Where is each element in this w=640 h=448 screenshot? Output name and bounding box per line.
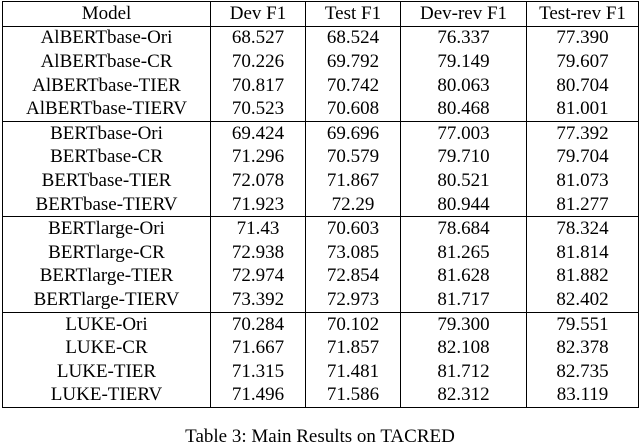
- dev-rev-f1-cell: 79.300: [401, 312, 527, 336]
- table-row: [3, 121, 639, 145]
- test-rev-f1-cell: 81.001: [527, 97, 639, 121]
- table-row: [3, 384, 639, 408]
- header-dev-f1: Dev F1: [211, 2, 306, 27]
- model-cell: BERTbase-TIERV: [3, 193, 211, 217]
- dev-f1-cell: 71.667: [211, 336, 306, 360]
- results-table: [2, 1, 639, 408]
- model-cell: BERTlarge-TIER: [3, 265, 211, 289]
- dev-rev-f1-cell: 82.108: [401, 336, 527, 360]
- table-row: [3, 265, 639, 289]
- test-f1-cell: 69.792: [306, 50, 401, 74]
- table-row: [3, 26, 639, 50]
- test-f1-cell: 72.973: [306, 288, 401, 312]
- model-cell: BERTbase-TIER: [3, 169, 211, 193]
- model-cell: BERTlarge-Ori: [3, 217, 211, 241]
- test-f1-cell: 72.29: [306, 193, 401, 217]
- table-caption: Table 3: Main Results on TACRED: [185, 426, 455, 447]
- test-f1-cell: 71.481: [306, 360, 401, 384]
- model-cell: LUKE-CR: [3, 336, 211, 360]
- model-cell: BERTlarge-TIERV: [3, 288, 211, 312]
- test-rev-f1-cell: 83.119: [527, 384, 639, 408]
- test-rev-f1-cell: 81.882: [527, 265, 639, 289]
- table-row: [3, 312, 639, 336]
- dev-rev-f1-cell: 80.468: [401, 97, 527, 121]
- table-row: [3, 97, 639, 121]
- test-f1-cell: 70.579: [306, 146, 401, 170]
- dev-rev-f1-cell: 76.337: [401, 26, 527, 50]
- dev-f1-cell: 71.315: [211, 360, 306, 384]
- dev-f1-cell: 70.226: [211, 50, 306, 74]
- dev-rev-f1-cell: 77.003: [401, 121, 527, 145]
- test-f1-cell: 73.085: [306, 241, 401, 265]
- table-row: [3, 146, 639, 170]
- dev-f1-cell: 73.392: [211, 288, 306, 312]
- dev-rev-f1-cell: 79.710: [401, 146, 527, 170]
- dev-f1-cell: 71.923: [211, 193, 306, 217]
- model-cell: AlBERTbase-CR: [3, 50, 211, 74]
- model-cell: LUKE-Ori: [3, 312, 211, 336]
- test-rev-f1-cell: 80.704: [527, 74, 639, 98]
- test-rev-f1-cell: 82.402: [527, 288, 639, 312]
- dev-rev-f1-cell: 81.265: [401, 241, 527, 265]
- header-test-rev-f1: Test-rev F1: [527, 2, 639, 27]
- test-rev-f1-cell: 81.814: [527, 241, 639, 265]
- test-f1-cell: 70.102: [306, 312, 401, 336]
- dev-rev-f1-cell: 81.717: [401, 288, 527, 312]
- table-row: [3, 193, 639, 217]
- model-cell: BERTbase-Ori: [3, 121, 211, 145]
- table-row: [3, 241, 639, 265]
- dev-f1-cell: 68.527: [211, 26, 306, 50]
- dev-rev-f1-cell: 81.628: [401, 265, 527, 289]
- dev-rev-f1-cell: 80.063: [401, 74, 527, 98]
- test-rev-f1-cell: 81.073: [527, 169, 639, 193]
- dev-f1-cell: 71.496: [211, 384, 306, 408]
- dev-rev-f1-cell: 78.684: [401, 217, 527, 241]
- table-row: [3, 360, 639, 384]
- model-cell: LUKE-TIER: [3, 360, 211, 384]
- test-f1-cell: 68.524: [306, 26, 401, 50]
- test-f1-cell: 71.867: [306, 169, 401, 193]
- test-f1-cell: 69.696: [306, 121, 401, 145]
- table-row: [3, 50, 639, 74]
- header-model: Model: [3, 2, 211, 27]
- test-rev-f1-cell: 77.390: [527, 26, 639, 50]
- dev-rev-f1-cell: 80.944: [401, 193, 527, 217]
- dev-f1-cell: 69.424: [211, 121, 306, 145]
- model-cell: LUKE-TIERV: [3, 384, 211, 408]
- model-cell: AlBERTbase-TIER: [3, 74, 211, 98]
- dev-f1-cell: 70.284: [211, 312, 306, 336]
- dev-rev-f1-cell: 81.712: [401, 360, 527, 384]
- dev-rev-f1-cell: 80.521: [401, 169, 527, 193]
- table-row: [3, 217, 639, 241]
- test-f1-cell: 70.608: [306, 97, 401, 121]
- test-f1-cell: 71.857: [306, 336, 401, 360]
- test-f1-cell: 71.586: [306, 384, 401, 408]
- table-row: [3, 169, 639, 193]
- model-cell: AlBERTbase-Ori: [3, 26, 211, 50]
- test-f1-cell: 70.742: [306, 74, 401, 98]
- header-test-f1: Test F1: [306, 2, 401, 27]
- test-rev-f1-cell: 82.378: [527, 336, 639, 360]
- dev-rev-f1-cell: 82.312: [401, 384, 527, 408]
- model-cell: BERTbase-CR: [3, 146, 211, 170]
- test-rev-f1-cell: 78.324: [527, 217, 639, 241]
- dev-f1-cell: 72.974: [211, 265, 306, 289]
- test-rev-f1-cell: 79.551: [527, 312, 639, 336]
- test-rev-f1-cell: 79.704: [527, 146, 639, 170]
- dev-f1-cell: 71.43: [211, 217, 306, 241]
- table-body: [3, 26, 639, 408]
- dev-f1-cell: 70.817: [211, 74, 306, 98]
- test-f1-cell: 72.854: [306, 265, 401, 289]
- test-f1-cell: 70.603: [306, 217, 401, 241]
- model-cell: AlBERTbase-TIERV: [3, 97, 211, 121]
- dev-f1-cell: 72.938: [211, 241, 306, 265]
- test-rev-f1-cell: 82.735: [527, 360, 639, 384]
- test-rev-f1-cell: 79.607: [527, 50, 639, 74]
- header-dev-rev-f1: Dev-rev F1: [401, 2, 527, 27]
- table-row: [3, 288, 639, 312]
- dev-rev-f1-cell: 79.149: [401, 50, 527, 74]
- dev-f1-cell: 70.523: [211, 97, 306, 121]
- dev-f1-cell: 71.296: [211, 146, 306, 170]
- table-row: [3, 74, 639, 98]
- header-row: [3, 2, 639, 27]
- table-row: [3, 336, 639, 360]
- model-cell: BERTlarge-CR: [3, 241, 211, 265]
- dev-f1-cell: 72.078: [211, 169, 306, 193]
- test-rev-f1-cell: 77.392: [527, 121, 639, 145]
- test-rev-f1-cell: 81.277: [527, 193, 639, 217]
